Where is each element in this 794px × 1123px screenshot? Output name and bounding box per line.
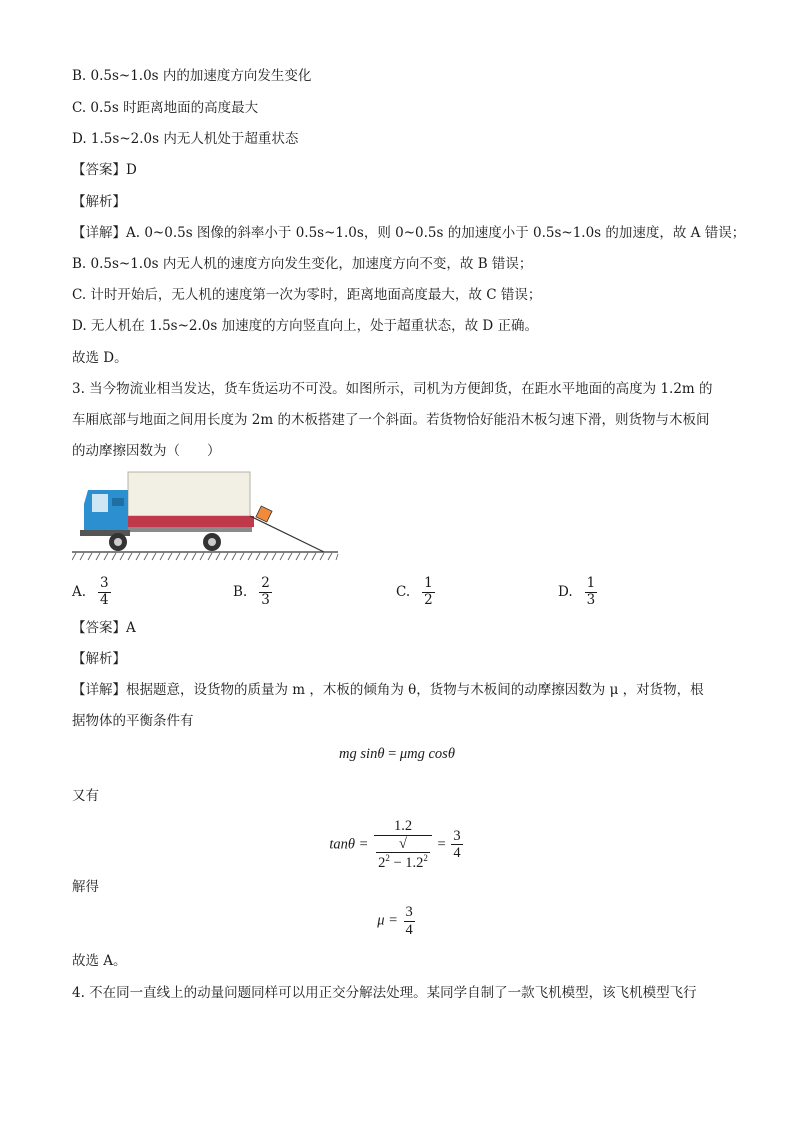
option-b-label: B. [233, 584, 248, 600]
detail-line-3: C. 计时开始后，无人机的速度第一次为零时，距离地面高度最大，故 C 错误； [72, 287, 542, 303]
choose-line-1: 故选 D。 [72, 350, 128, 366]
detail-line-4: D. 无人机在 1.5s~2.0s 加速度的方向竖直向上，处于超重状态，故 D 正确。 [72, 318, 539, 334]
solve-line: 解得 [72, 879, 99, 895]
detail-line-2: B. 0.5s~1.0s 内无人机的速度方向发生变化，加速度方向不变，故 B 错误； [72, 256, 533, 272]
equation-tan: tanθ = 1.2 √ $2^2 - 1.2^2$ = $\frac{3}{4}$ [329, 818, 461, 872]
question-3-line-2: 车厢底部与地面之间用长度为 2m 的木板搭建了一个斜面。若货物恰好能沿木板匀速下滑，则货物与木板间 [72, 412, 710, 428]
detail-line-5: 【详解】根据题意，设货物的质量为 m ，木板的倾角为 θ，货物与木板间的动摩擦因数为 μ ，对货物，根 [72, 682, 704, 698]
option-b [233, 574, 274, 610]
line-3: D. 1.5s~2.0s 内无人机处于超重状态 [72, 131, 299, 147]
question-3-line-3: 的动摩擦因数为（ ） [72, 443, 221, 459]
option-a [72, 574, 113, 610]
option-d-fraction: 1 3 [586, 574, 596, 608]
detail-line-6: 据物体的平衡条件有 [72, 713, 194, 729]
option-b-fraction: 2 3 [261, 574, 270, 608]
question-4-line-1: 4. 不在同一直线上的动量问题同样可以用正交分解法处理。某同学自制了一款飞机模型，该飞机模型飞行 [72, 985, 697, 1001]
line-2: C. 0.5s 时距离地面的高度最大 [72, 100, 259, 116]
analysis-label-2: 【解析】 [72, 651, 126, 667]
answer-label-1: 【答案】D [72, 162, 137, 178]
answer-label-2: 【答案】A [72, 620, 136, 636]
also-line: 又有 [72, 788, 99, 804]
analysis-label-1: 【解析】 [72, 194, 126, 210]
equation-mu: μ = $\frac{3}{4}$ [377, 904, 413, 938]
option-d [558, 574, 599, 610]
truck-bed [124, 516, 254, 527]
option-a-label: A. [72, 584, 87, 600]
line-1: B. 0.5s~1.0s 内的加速度方向发生变化 [72, 68, 312, 84]
choose-line-2: 故选 A。 [72, 953, 127, 969]
equation-balance: mg sinθ = μmg cosθ [339, 746, 455, 762]
option-d-label: D. [558, 584, 573, 600]
cargo-box [128, 472, 250, 516]
detail-line-1: 【详解】A. 0~0.5s 图像的斜率小于 0.5s~1.0s，则 0~0.5s 的加速度小于 0.5s~1.0s 的加速度，故 A 错误； [72, 225, 746, 241]
truck-figure [72, 468, 340, 564]
ramp-board [250, 516, 324, 552]
option-c-label: C. [396, 584, 411, 600]
question-3-line-1: 3. 当今物流业相当发达，货车货运功不可没。如图所示，司机为方便卸货，在距水平地面的高度为 1.2m 的 [72, 381, 713, 397]
option-c-fraction: 1 2 [424, 574, 433, 608]
option-c [396, 574, 437, 610]
option-a-fraction: 3 4 [100, 574, 109, 608]
